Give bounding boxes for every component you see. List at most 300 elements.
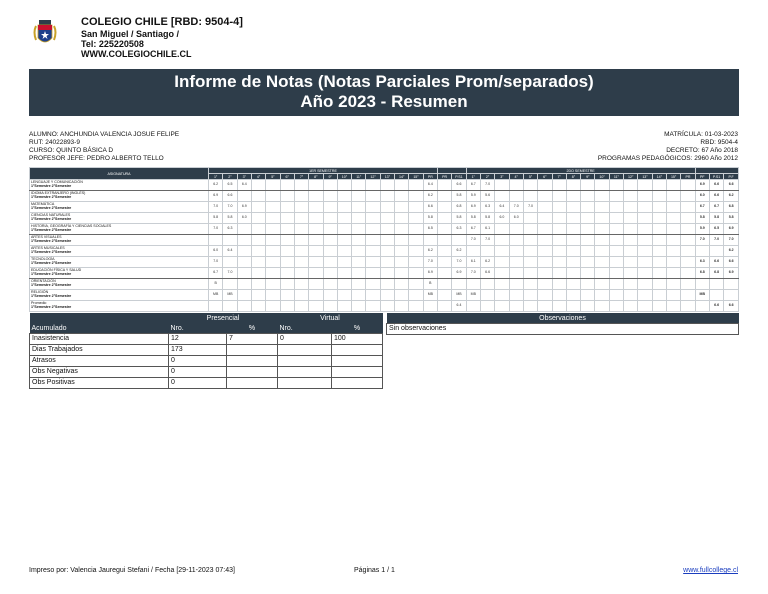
- semester-2-grade: [652, 290, 666, 301]
- attendance-row: [30, 367, 383, 378]
- semester-1-grade: [309, 180, 323, 191]
- semester-2-grade: 7.0: [480, 180, 494, 191]
- semester-2-grade: [624, 224, 638, 235]
- semester-1-grade: [323, 180, 337, 191]
- semester-2-grade: [523, 246, 537, 257]
- semester-2-grade: [624, 235, 638, 246]
- final-grade: 5.8: [695, 213, 709, 224]
- semester-2-average: [681, 268, 695, 279]
- semester-average: 6.8: [452, 202, 466, 213]
- grade-row: [30, 290, 739, 301]
- virtual-nro: 0: [278, 334, 332, 345]
- semester-1-grade: MB: [209, 290, 223, 301]
- subject-semester-labels: 1°Semestre 2°Semestre: [31, 250, 72, 254]
- semester-1-grade: 7.0: [209, 202, 223, 213]
- semester-1-grade: [409, 290, 423, 301]
- semester-1-grade: [209, 235, 223, 246]
- subject-semester-labels: 1°Semestre 2°Semestre: [31, 305, 72, 309]
- semester-2-grade: [638, 202, 652, 213]
- semester-2-grade: [624, 279, 638, 290]
- semester-1-grade: [409, 279, 423, 290]
- semester-2-grade: [552, 301, 566, 312]
- semester-1-grade: [352, 235, 366, 246]
- semester-1-grade: [309, 202, 323, 213]
- semester-2-grade: [595, 279, 609, 290]
- subject-name-cell: [30, 246, 209, 257]
- semester-2-grade: [480, 301, 494, 312]
- semester-2-grade: [552, 202, 566, 213]
- final-col-header: PF: [695, 174, 709, 180]
- semester-2-grade: [652, 246, 666, 257]
- semester-1-grade: [294, 224, 308, 235]
- semester-1-average: B: [423, 279, 437, 290]
- semester-2-grade: [552, 213, 566, 224]
- semester-2-grade: [538, 191, 552, 202]
- semester-2-grade: 7.0: [509, 202, 523, 213]
- mid-pr: [438, 213, 452, 224]
- final-grade: 6.6: [724, 301, 739, 312]
- semester-2-grade: [638, 268, 652, 279]
- semester-2-grade: 6.1: [466, 257, 480, 268]
- virtual-pct: [332, 367, 383, 378]
- final-col-header: P.F: [724, 174, 739, 180]
- semester-2-grade: [509, 224, 523, 235]
- semester-2-grade: [624, 301, 638, 312]
- semester-2-col-header: 14°: [652, 174, 666, 180]
- subject-semester-labels: 1°Semestre 2°Semestre: [31, 217, 72, 221]
- semester-2-grade: [552, 279, 566, 290]
- attendance-label: Obs Negativas: [30, 367, 169, 378]
- semester-2-grade: [638, 191, 652, 202]
- virtual-pct: [332, 378, 383, 389]
- semester-1-grade: [309, 279, 323, 290]
- semester-average: 6.3: [452, 224, 466, 235]
- semester-2-grade: [609, 279, 623, 290]
- semester-2-grade: [609, 235, 623, 246]
- semester-1-grade: [337, 279, 351, 290]
- semester-1-grade: [395, 290, 409, 301]
- semester-2-grade: [609, 213, 623, 224]
- semester-1-grade: [266, 213, 280, 224]
- semester-2-grade: [652, 257, 666, 268]
- semester-2-grade: [566, 224, 580, 235]
- semester-2-average: [681, 191, 695, 202]
- semester-2-grade: [667, 202, 681, 213]
- semester-2-col-header: 13°: [638, 174, 652, 180]
- attendance-blank-header: [30, 313, 169, 323]
- student-info-left: [29, 131, 179, 163]
- semester-2-grade: [538, 290, 552, 301]
- semester-1-grade: [352, 191, 366, 202]
- final-grade: 6.9: [695, 180, 709, 191]
- semester-1-col-header: 11°: [352, 174, 366, 180]
- semester-2-grade: [624, 290, 638, 301]
- semester-2-grade: [624, 180, 638, 191]
- student-name: ALUMNO: ANCHUNDIA VALENCIA JOSUE FELIPE: [29, 131, 180, 138]
- semester-1-grade: [380, 235, 394, 246]
- final-grade: 6.0: [695, 191, 709, 202]
- semester-2-grade: [566, 290, 580, 301]
- semester-2-grade: [480, 279, 494, 290]
- acumulado-header: Acumulado: [30, 323, 169, 334]
- mid-pr: [438, 257, 452, 268]
- final-grade: 6.2: [724, 246, 739, 257]
- semester-2-col-header: 2°: [480, 174, 494, 180]
- grade-row: [30, 224, 739, 235]
- semester-1-grade: [337, 191, 351, 202]
- semester-2-grade: [638, 235, 652, 246]
- presencial-pct-header: %: [227, 323, 278, 334]
- semester-2-grade: [609, 268, 623, 279]
- subject-name: LENGUAJE Y COMUNICACIÓN: [31, 180, 83, 184]
- semester-2-average: [681, 224, 695, 235]
- semester-average: [452, 279, 466, 290]
- semester-1-average: MB: [423, 290, 437, 301]
- semester-2-grade: [652, 235, 666, 246]
- semester-2-grade: 6.9: [466, 202, 480, 213]
- semester-2-grade: [652, 268, 666, 279]
- semester-1-grade: MB: [223, 290, 237, 301]
- semester-1-average: 7.0: [423, 257, 437, 268]
- semester-2-grade: [552, 257, 566, 268]
- student-course: CURSO: QUINTO BÁSICA D: [29, 147, 114, 154]
- semester-1-grade: [280, 191, 294, 202]
- semester-2-grade: [509, 180, 523, 191]
- semester-1-grade: [280, 180, 294, 191]
- semester-1-grade: [266, 235, 280, 246]
- virtual-pct: 100: [332, 334, 383, 345]
- final-grade: 5.9: [695, 224, 709, 235]
- semester-1-grade: [223, 279, 237, 290]
- semester-1-col-header: 8°: [309, 174, 323, 180]
- final-grade: [709, 290, 723, 301]
- semester-2-grade: [652, 279, 666, 290]
- semester-2-grade: [638, 180, 652, 191]
- semester-2-grade: [495, 191, 509, 202]
- semester-2-grade: [638, 290, 652, 301]
- final-grade: 6.9: [724, 268, 739, 279]
- semester-1-grade: [251, 191, 265, 202]
- semester-2-grade: [480, 290, 494, 301]
- semester-1-grade: [323, 268, 337, 279]
- school-phone: Tel: 225220508: [81, 39, 144, 49]
- subject-semester-labels: 1°Semestre 2°Semestre: [31, 272, 72, 276]
- semester-1-grade: [237, 279, 251, 290]
- semester-1-grade: [337, 213, 351, 224]
- semester-1-grade: [280, 301, 294, 312]
- semester-2-col-header: 12°: [624, 174, 638, 180]
- semester-2-grade: [466, 301, 480, 312]
- mid-col-header: PR: [438, 174, 452, 180]
- semester-1-grade: [280, 224, 294, 235]
- final-grade: 5.8: [709, 213, 723, 224]
- semester-2-grade: [624, 246, 638, 257]
- semester-1-grade: [352, 268, 366, 279]
- semester-1-grade: [395, 257, 409, 268]
- semester-1-grade: [409, 224, 423, 235]
- semester-1-grade: [251, 235, 265, 246]
- semester-2-grade: [581, 279, 595, 290]
- semester-1-grade: [366, 246, 380, 257]
- semester-1-grade: [337, 202, 351, 213]
- semester-2-grade: [667, 235, 681, 246]
- semester-2-grade: [566, 279, 580, 290]
- observations-table: [386, 313, 739, 335]
- subject-name-cell: [30, 213, 209, 224]
- semester-2-grade: [552, 246, 566, 257]
- semester-2-col-header: PR: [681, 174, 695, 180]
- semester-2-grade: [566, 235, 580, 246]
- subject-name-cell: [30, 191, 209, 202]
- final-grade: 6.3: [695, 257, 709, 268]
- semester-1-col-header: 6°: [280, 174, 294, 180]
- attendance-label: Atrasos: [30, 356, 169, 367]
- semester-1-grade: [366, 257, 380, 268]
- presencial-pct: [227, 378, 278, 389]
- semester-1-col-header: 2°: [223, 174, 237, 180]
- semester-2-average: [681, 180, 695, 191]
- presencial-nro: 0: [169, 378, 227, 389]
- subject-name-cell: [30, 279, 209, 290]
- semester-2-grade: [581, 202, 595, 213]
- semester-1-grade: [309, 191, 323, 202]
- semester-1-grade: [294, 202, 308, 213]
- mid-pr: [438, 290, 452, 301]
- semester-2-grade: [595, 235, 609, 246]
- presencial-header: Presencial: [169, 313, 278, 323]
- mid-pr: [438, 301, 452, 312]
- grade-row: [30, 202, 739, 213]
- semester-2-grade: [523, 290, 537, 301]
- semester-2-grade: [652, 202, 666, 213]
- final-grade: 6.6: [724, 180, 739, 191]
- semester-1-average: 6.2: [423, 191, 437, 202]
- semester-1-grade: 6.4: [237, 180, 251, 191]
- report-subtitle: Año 2023 - Resumen: [300, 92, 468, 111]
- report-title-band: [29, 69, 739, 116]
- semester-1-grade: 6.0: [209, 246, 223, 257]
- semester-2-grade: [552, 268, 566, 279]
- semester-2-average: [681, 213, 695, 224]
- final-grade: [709, 246, 723, 257]
- semester-2-grade: 6.3: [480, 202, 494, 213]
- school-crest-logo: [32, 16, 58, 48]
- virtual-pct-header: %: [332, 323, 383, 334]
- semester-1-col-header: 13°: [380, 174, 394, 180]
- semester-average: 5.8: [452, 213, 466, 224]
- semester-1-grade: [380, 257, 394, 268]
- semester-2-grade: [581, 268, 595, 279]
- semester-2-grade: [624, 202, 638, 213]
- semester-1-grade: [280, 268, 294, 279]
- semester-1-grade: [395, 268, 409, 279]
- semester-2-grade: [595, 301, 609, 312]
- semester-1-grade: [251, 290, 265, 301]
- semester-1-grade: [352, 257, 366, 268]
- semester-2-col-header: 9°: [581, 174, 595, 180]
- subject-semester-labels: 1°Semestre 2°Semestre: [31, 283, 72, 287]
- semester-2-grade: [480, 246, 494, 257]
- semester-1-grade: [366, 301, 380, 312]
- semester-1-grade: [294, 257, 308, 268]
- semester-2-grade: [667, 301, 681, 312]
- semester-2-grade: [495, 180, 509, 191]
- semester-2-grade: 6.7: [466, 224, 480, 235]
- presencial-nro: 0: [169, 356, 227, 367]
- semester-1-col-header: 10°: [337, 174, 351, 180]
- semester-1-grade: [366, 191, 380, 202]
- presencial-pct: [227, 356, 278, 367]
- student-rut: RUT: 24022893-9: [29, 139, 80, 146]
- final-grade: 7.0: [695, 235, 709, 246]
- semester-1-grade: [352, 224, 366, 235]
- semester-2-grade: [523, 191, 537, 202]
- semester-2-grade: [595, 213, 609, 224]
- virtual-nro: [278, 345, 332, 356]
- semester-1-grade: [395, 191, 409, 202]
- semester-2-grade: [667, 257, 681, 268]
- semester-2-col-header: 8°: [566, 174, 580, 180]
- semester-1-grade: [366, 213, 380, 224]
- semester-2-grade: [538, 213, 552, 224]
- semester-2-grade: [466, 246, 480, 257]
- final-grade: [695, 301, 709, 312]
- semester-2-grade: [566, 301, 580, 312]
- mid-pr: [438, 224, 452, 235]
- semester-2-grade: 6.0: [509, 213, 523, 224]
- semester-2-grade: [595, 246, 609, 257]
- final-grade: 6.2: [724, 191, 739, 202]
- semester-1-grade: [352, 202, 366, 213]
- semester-1-average: 6.4: [423, 180, 437, 191]
- attendance-row: [30, 378, 383, 389]
- semester-1-grade: [237, 257, 251, 268]
- semester-2-grade: [581, 257, 595, 268]
- semester-2-grade: [624, 268, 638, 279]
- semester-1-grade: [309, 257, 323, 268]
- semester-2-grade: 7.0: [466, 235, 480, 246]
- subject-name: HISTORIA, GEOGRAFÍA Y CIENCIAS SOCIALES: [31, 224, 112, 228]
- semester-1-grade: [251, 268, 265, 279]
- semester-2-grade: [667, 213, 681, 224]
- semester-1-grade: [237, 301, 251, 312]
- semester-1-grade: [309, 224, 323, 235]
- semester-1-grade: [395, 279, 409, 290]
- semester-2-grade: 5.9: [466, 191, 480, 202]
- virtual-pct: [332, 345, 383, 356]
- semester-2-grade: [566, 202, 580, 213]
- semester-1-grade: [251, 202, 265, 213]
- subject-name-cell: [30, 202, 209, 213]
- semester-1-grade: [280, 235, 294, 246]
- presencial-nro-header: Nro.: [169, 323, 227, 334]
- semester-2-grade: [566, 213, 580, 224]
- semester-2-grade: [552, 235, 566, 246]
- semester-1-grade: [337, 301, 351, 312]
- semester-1-grade: [323, 191, 337, 202]
- final-grade: 6.6: [709, 301, 723, 312]
- semester-2-grade: [509, 301, 523, 312]
- semester-2-grade: 6.4: [495, 202, 509, 213]
- semester-1-header: 1ER SEMESTRE: [209, 168, 438, 174]
- semester-1-grade: 6.7: [209, 268, 223, 279]
- semester-average: [452, 235, 466, 246]
- final-grade: [709, 279, 723, 290]
- semester-1-grade: [251, 301, 265, 312]
- semester-1-grade: [366, 290, 380, 301]
- semester-1-grade: [380, 279, 394, 290]
- grade-row: [30, 246, 739, 257]
- semester-1-grade: [237, 246, 251, 257]
- semester-1-grade: [409, 246, 423, 257]
- semester-2-grade: 6.7: [466, 180, 480, 191]
- semester-1-average: 6.5: [423, 224, 437, 235]
- semester-2-grade: [667, 191, 681, 202]
- semester-1-grade: [323, 279, 337, 290]
- semester-1-grade: [323, 202, 337, 213]
- mid-pr: [438, 202, 452, 213]
- semester-1-average: 6.2: [423, 246, 437, 257]
- semester-2-grade: [638, 213, 652, 224]
- final-grade: [724, 279, 739, 290]
- subject-name-cell: [30, 301, 209, 312]
- semester-1-grade: [280, 246, 294, 257]
- semester-1-grade: 5.8: [223, 213, 237, 224]
- attendance-row: [30, 345, 383, 356]
- semester-2-grade: [609, 246, 623, 257]
- semester-average: MB: [452, 290, 466, 301]
- semester-1-grade: [280, 213, 294, 224]
- semester-1-grade: [309, 268, 323, 279]
- semester-2-col-header: 5°: [523, 174, 537, 180]
- semester-1-grade: [251, 246, 265, 257]
- semester-1-grade: [337, 235, 351, 246]
- footer-link[interactable]: www.fullcollege.cl: [683, 567, 738, 574]
- semester-2-grade: [495, 279, 509, 290]
- semester-1-grade: [223, 301, 237, 312]
- semester-2-grade: [523, 301, 537, 312]
- semester-1-grade: [323, 246, 337, 257]
- mid-pr: [438, 191, 452, 202]
- semester-1-grade: [309, 213, 323, 224]
- semester-2-grade: [523, 235, 537, 246]
- semester-2-grade: [581, 301, 595, 312]
- semester-1-grade: [294, 246, 308, 257]
- semester-2-grade: [652, 191, 666, 202]
- semester-2-col-header: 7°: [552, 174, 566, 180]
- virtual-nro: [278, 378, 332, 389]
- final-grade: 6.7: [695, 202, 709, 213]
- school-address: San Miguel / Santiago /: [81, 29, 180, 39]
- semester-1-grade: [409, 213, 423, 224]
- semester-2-grade: [538, 180, 552, 191]
- semester-2-grade: 6.6: [480, 268, 494, 279]
- semester-2-grade: [609, 224, 623, 235]
- semester-1-grade: [395, 301, 409, 312]
- semester-2-average: [681, 235, 695, 246]
- semester-1-col-header: PR: [423, 174, 437, 180]
- semester-2-grade: [595, 290, 609, 301]
- subject-semester-labels: 1°Semestre 2°Semestre: [31, 294, 72, 298]
- subject-semester-labels: 1°Semestre 2°Semestre: [31, 239, 72, 243]
- semester-2-grade: [523, 224, 537, 235]
- semester-1-grade: [209, 301, 223, 312]
- semester-1-grade: [380, 180, 394, 191]
- semester-2-grade: [538, 279, 552, 290]
- semester-1-grade: [237, 224, 251, 235]
- semester-2-grade: [667, 290, 681, 301]
- semester-2-grade: [624, 257, 638, 268]
